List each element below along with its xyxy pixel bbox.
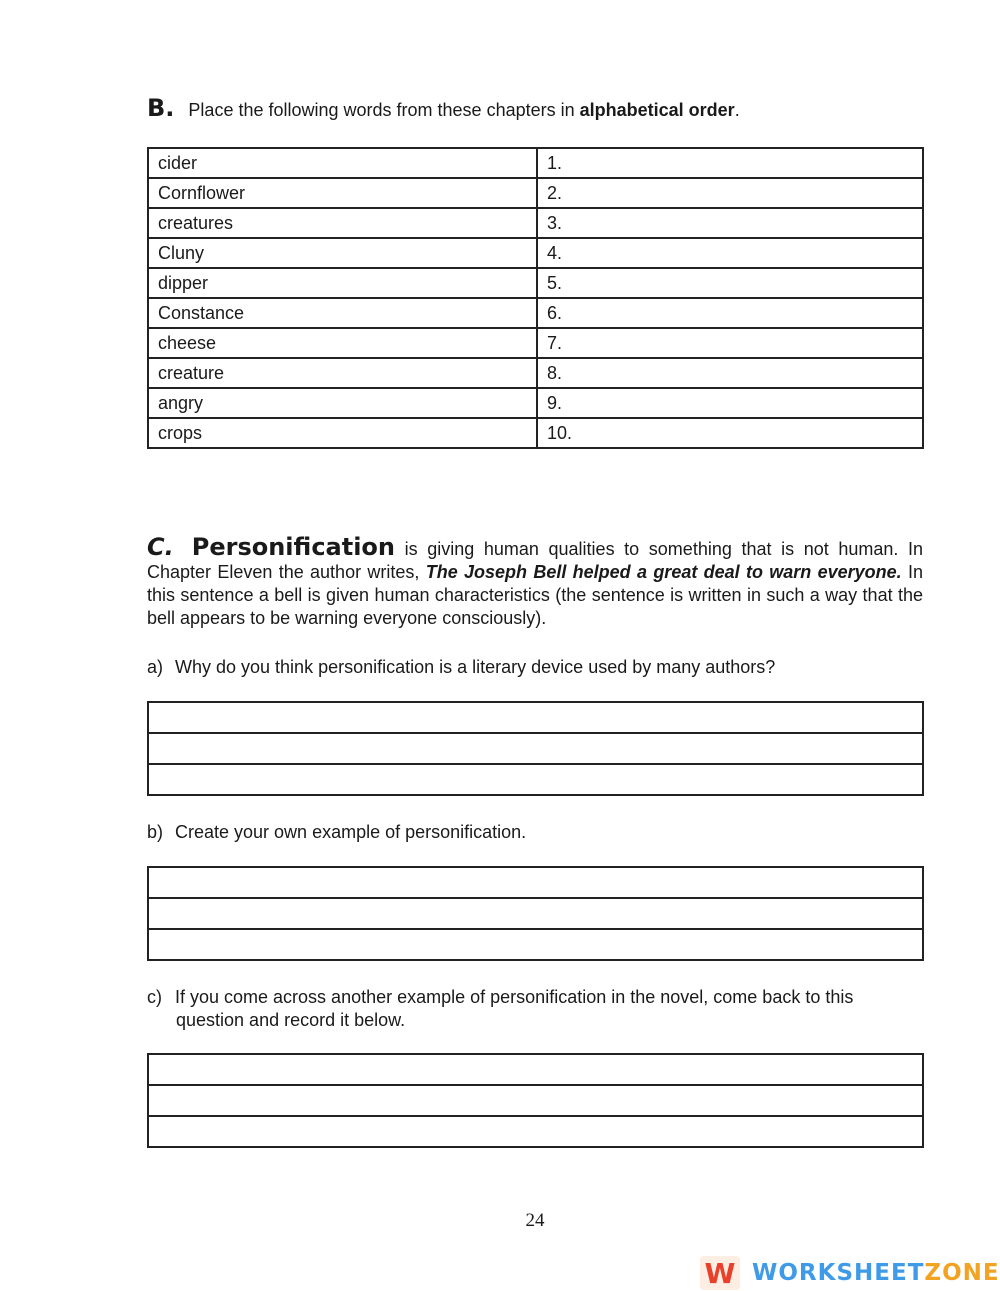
answer-box-c — [147, 1053, 924, 1148]
question-text: Create your own example of personification. — [175, 822, 527, 842]
word-row — [148, 148, 923, 178]
alphabetical-order-table — [147, 147, 924, 449]
word-cell: Cornflower — [148, 178, 537, 208]
answer-number-cell[interactable]: 5. — [537, 268, 923, 298]
page-number: 24 — [525, 1210, 545, 1231]
section-c-letter: C. — [147, 533, 174, 561]
definition-text: is giving human qualities to something that is not human. In Chapter Eleven the author writes, — [147, 539, 923, 582]
question-label: b) — [147, 822, 164, 842]
word-cell: angry — [148, 388, 537, 418]
word-row — [148, 328, 923, 358]
instruction-bold: alphabetical order — [579, 100, 735, 120]
explanation-text: In this sentence a bell is given human characteristics (the sentence is written in such a way that the bell appears to be warning everyone consciously). — [147, 562, 923, 628]
answer-number-cell[interactable]: 9. — [537, 388, 923, 418]
answer-number-cell[interactable]: 7. — [537, 328, 923, 358]
answer-box-a — [147, 701, 924, 796]
answer-line[interactable] — [148, 1054, 923, 1085]
answer-number-cell[interactable]: 2. — [537, 178, 923, 208]
answer-number-cell[interactable]: 4. — [537, 238, 923, 268]
word-row — [148, 238, 923, 268]
word-cell: creatures — [148, 208, 537, 238]
answer-line[interactable] — [148, 764, 923, 795]
personification-term: Personification — [191, 533, 396, 561]
word-cell: crops — [148, 418, 537, 448]
word-row — [148, 418, 923, 448]
word-cell: dipper — [148, 268, 537, 298]
w-logo-icon: W — [700, 1256, 740, 1290]
question-label: a) — [147, 657, 164, 677]
question-a — [147, 656, 775, 679]
answer-line[interactable] — [148, 702, 923, 733]
word-cell: creature — [148, 358, 537, 388]
answer-line[interactable] — [148, 898, 923, 929]
word-row — [148, 208, 923, 238]
question-text: Why do you think personification is a literary device used by many authors? — [175, 657, 776, 677]
word-row — [148, 298, 923, 328]
word-row — [148, 388, 923, 418]
word-row — [148, 178, 923, 208]
word-row — [148, 358, 923, 388]
word-row — [148, 268, 923, 298]
brand-part1: WORKSHEET — [752, 1260, 925, 1286]
question-label: c) — [147, 987, 162, 1007]
answer-line[interactable] — [148, 733, 923, 764]
answer-number-cell[interactable]: 1. — [537, 148, 923, 178]
question-c — [147, 986, 853, 1032]
question-text-continued: question and record it below. — [176, 1010, 406, 1030]
question-text: If you come across another example of personification in the novel, come back to this — [175, 987, 854, 1007]
answer-number-cell[interactable]: 3. — [537, 208, 923, 238]
question-b — [147, 821, 526, 844]
section-b-heading — [147, 94, 740, 122]
answer-number-cell[interactable]: 6. — [537, 298, 923, 328]
brand-name — [752, 1260, 1000, 1286]
instruction-text: Place the following words from these chapters in — [188, 100, 580, 120]
answer-line[interactable] — [148, 929, 923, 960]
section-c-paragraph — [147, 533, 923, 630]
worksheetzone-logo — [700, 1255, 1000, 1291]
quote-text: The Joseph Bell helped a great deal to warn everyone. — [425, 562, 902, 582]
answer-line[interactable] — [148, 1085, 923, 1116]
answer-box-b — [147, 866, 924, 961]
instruction-period: . — [734, 100, 740, 120]
answer-line[interactable] — [148, 867, 923, 898]
section-b-letter: B. — [147, 94, 175, 122]
word-cell: Cluny — [148, 238, 537, 268]
word-cell: Constance — [148, 298, 537, 328]
brand-part2: ZONE — [924, 1260, 1000, 1286]
answer-number-cell[interactable]: 10. — [537, 418, 923, 448]
word-cell: cheese — [148, 328, 537, 358]
answer-line[interactable] — [148, 1116, 923, 1147]
word-cell: cider — [148, 148, 537, 178]
answer-number-cell[interactable]: 8. — [537, 358, 923, 388]
